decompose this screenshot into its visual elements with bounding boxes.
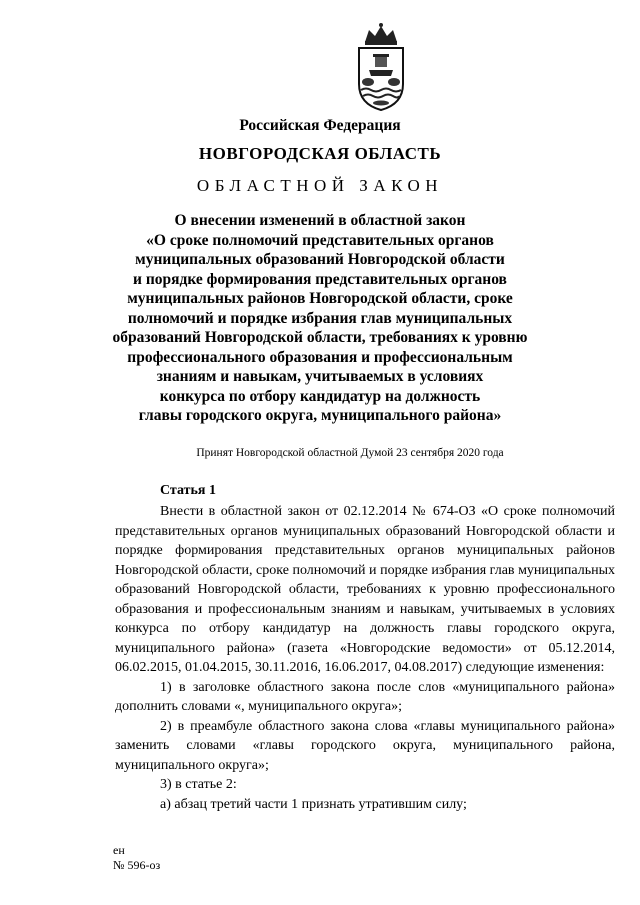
footer-number: № 596-оз xyxy=(113,858,161,872)
article-paragraph: а) абзац третий части 1 признать утратившим силу; xyxy=(160,796,467,812)
law-title-line: и порядке формирования представительных органов xyxy=(133,270,507,288)
article-paragraph: Внести в областной закон от 02.12.2014 № 674-ОЗ «О сроке полномочий представительных органов муниципальных образований Новгородской области и порядке формирования представительных органов муниципальных районов Новгородской области, сроке полномочий и порядке избрания глав муниципальных образований Новгородской области, требованиях к уровню профессионального образования и профессиональным знаниям и навыкам, учитываемых в условиях конкурса по отбору кандидатур на должность главы городского округа, муниципального района» (газета «Новгородские ведомости» от 05.12.2014, 06.02.2015, 01.04.2015, 30.11.2016, 16.06.2017, 04.08.2017) следующие изменения: xyxy=(115,504,615,675)
law-title-line: профессионального образования и профессиональным xyxy=(127,348,513,366)
law-title-line: образований Новгородской области, требованиях к уровню xyxy=(112,329,528,346)
article-paragraph: 3) в статье 2: xyxy=(160,777,237,792)
region-heading: НОВГОРОДСКАЯ ОБЛАСТЬ xyxy=(198,144,442,163)
footer-initials: ен xyxy=(113,843,125,857)
law-title-line: «О сроке полномочий представительных органов xyxy=(146,231,494,249)
law-title-line: полномочий и порядке избрания глав муниципальных xyxy=(127,309,513,327)
law-title-line: муниципальных районов Новгородской области, сроке xyxy=(127,290,513,307)
law-title-line: муниципальных образований Новгородской области xyxy=(135,251,505,268)
article-body xyxy=(115,502,615,814)
coat-of-arms-icon xyxy=(351,22,411,114)
federation-heading: Российская Федерация xyxy=(239,117,401,134)
law-title-line: конкурса по отбору кандидатур на должность xyxy=(159,387,481,405)
footer xyxy=(113,843,160,873)
document-type-heading: ОБЛАСТНОЙ ЗАКОН xyxy=(196,176,444,195)
law-title-line: знаниям и навыкам, учитываемых в условиях xyxy=(156,368,484,385)
law-title xyxy=(100,211,540,426)
adoption-note: Принят Новгородской областной Думой 23 сентября 2020 года xyxy=(196,447,504,459)
article-paragraph: 1) в заголовке областного закона после слов «муниципального района» дополнить словами «, муниципального округа»; xyxy=(115,679,615,714)
article-heading: Статья 1 xyxy=(160,483,216,498)
article-paragraph: 2) в преамбуле областного закона слова «главы муниципального района» заменить словами «главы городского округа, муниципального района, муниципального округа»; xyxy=(115,718,615,773)
law-title-line: О внесении изменений в областной закон xyxy=(174,212,466,229)
law-title-line: главы городского округа, муниципального района» xyxy=(138,407,502,424)
